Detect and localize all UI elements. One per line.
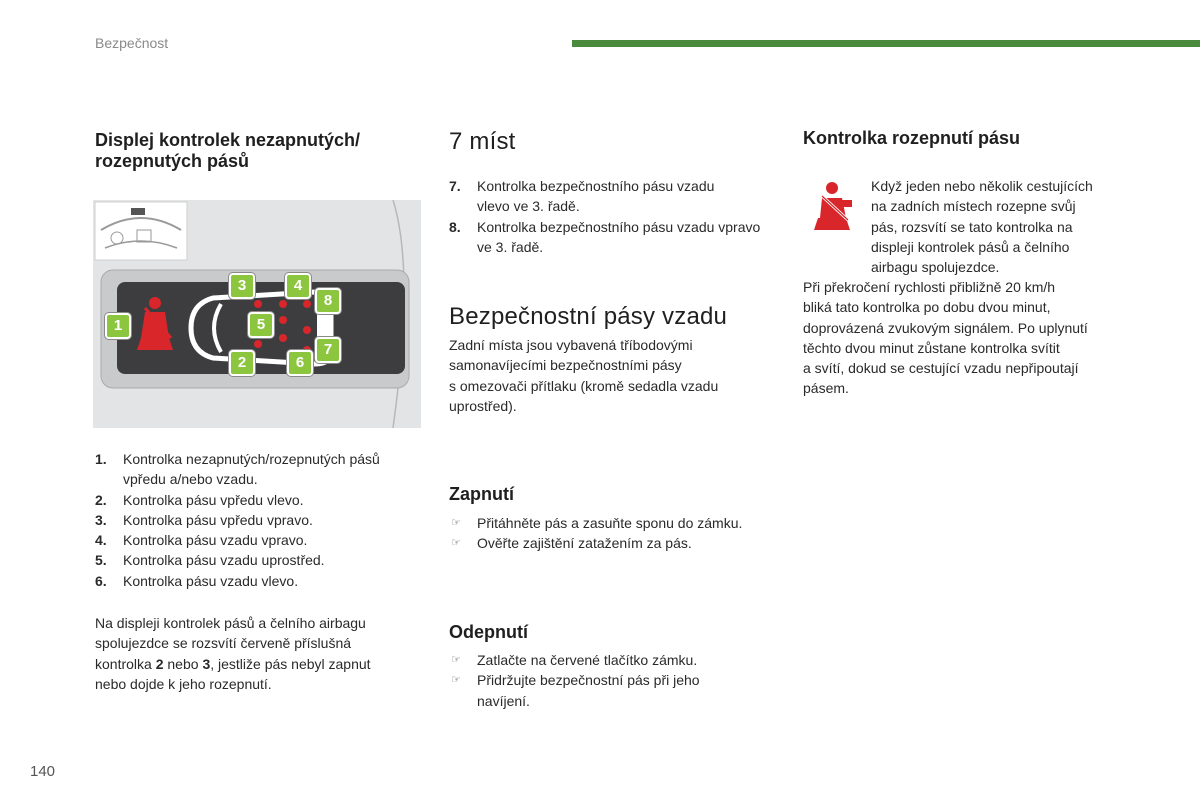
rear-belts-text: Zadní místa jsou vybavená tříbodovými samonavíjecími bezpečnostními pásy s omezovači přítlaku (kromě sedadla vzadu uprostřed). <box>449 337 719 414</box>
badge-4: 4 <box>285 273 311 299</box>
pointer-hand-icon: ☞ <box>451 674 461 687</box>
badge-3: 3 <box>229 273 255 299</box>
list-item: 3. Kontrolka pásu vpředu vpravo. <box>95 511 313 528</box>
list-item: ☞ Přidržujte bezpečnostní pás při jeho navíjení. <box>451 672 700 709</box>
fasten-title: Zapnutí <box>449 484 514 504</box>
list-item: 6. Kontrolka pásu vzadu vlevo. <box>95 572 299 589</box>
list-item: ☞ Zatlačte na červené tlačítko zámku. <box>449 650 789 670</box>
seven-seat-list <box>449 176 779 257</box>
dashboard-thumbnail-icon <box>95 202 187 260</box>
heading-line: Displej kontrolek nezapnutých/ <box>95 130 361 150</box>
warning-speed-description: Při překročení rychlosti přibližně 20 km/h bliká tato kontrolka po dobu dvou minut, doprovázená zvukovým signálem. Po uplynutí těchto dvou minut zůstane kontrolka svítit a svítí, dokud se cestující vzadu nepřipoutají pásem. <box>803 279 1088 397</box>
badge-6: 6 <box>287 350 313 376</box>
pointer-hand-icon: ☞ <box>451 654 461 666</box>
seatbelt-display-illustration <box>93 200 421 428</box>
list-item: ☞ Ověřte zajištění zatažením za pás. <box>449 533 789 553</box>
badge-2: 2 <box>229 350 255 376</box>
display-note: Na displeji kontrolek pásů a čelního airbagu spolujezdce se rozsvítí červeně příslušná kontrolka 2 nebo 3, jestliže pás nebyl zapnut nebo dojde k jeho rozepnutí. <box>95 615 371 692</box>
list-item: 4. Kontrolka pásu vzadu vpravo. <box>95 532 308 549</box>
page-number: 140 <box>30 763 56 780</box>
pointer-hand-icon: ☞ <box>451 517 461 529</box>
list-item: 7. Kontrolka bezpečnostního pásu vzadu vlevo ve 3. řadě. <box>449 178 715 215</box>
pointer-hand-icon: ☞ <box>451 537 461 550</box>
seatbelt-alert-icon <box>812 180 858 232</box>
unfasten-steps <box>449 650 789 711</box>
rear-belts-title: Bezpečnostní pásy vzadu <box>449 303 728 330</box>
fasten-steps <box>449 513 789 554</box>
list-item: ☞ Přitáhněte pás a zasuňte sponu do zámku. <box>449 513 789 533</box>
indicator-list <box>95 449 425 591</box>
unbuckled-warning-title: Kontrolka rozepnutí pásu <box>803 128 1021 148</box>
unfasten-title: Odepnutí <box>449 622 528 642</box>
list-item: 1. Kontrolka nezapnutých/rozepnutých pásů vpředu a/nebo vzadu. <box>95 451 380 488</box>
list-item: 2. Kontrolka pásu vpředu vlevo. <box>95 491 304 508</box>
list-item: 8. Kontrolka bezpečnostního pásu vzadu vpravo ve 3. řadě. <box>449 218 761 255</box>
section-title: Bezpečnost <box>95 35 169 51</box>
seven-seat-title: 7 míst <box>449 128 516 155</box>
badge-5: 5 <box>248 312 274 338</box>
badge-7: 7 <box>315 337 341 363</box>
badge-8: 8 <box>315 288 341 314</box>
badge-1: 1 <box>105 313 131 339</box>
list-item: 5. Kontrolka pásu vzadu uprostřed. <box>95 552 325 569</box>
seatbelt-display-heading <box>95 130 425 172</box>
header-accent-bar <box>572 40 1200 47</box>
warning-description: Když jeden nebo několik cestujících na zadních místech rozepne svůj pás, rozsvítí se tato kontrolka na displeji kontrolek pásů a čelního airbagu spolujezdce. <box>871 178 1093 276</box>
heading-line: rozepnutých pásů <box>95 151 250 171</box>
